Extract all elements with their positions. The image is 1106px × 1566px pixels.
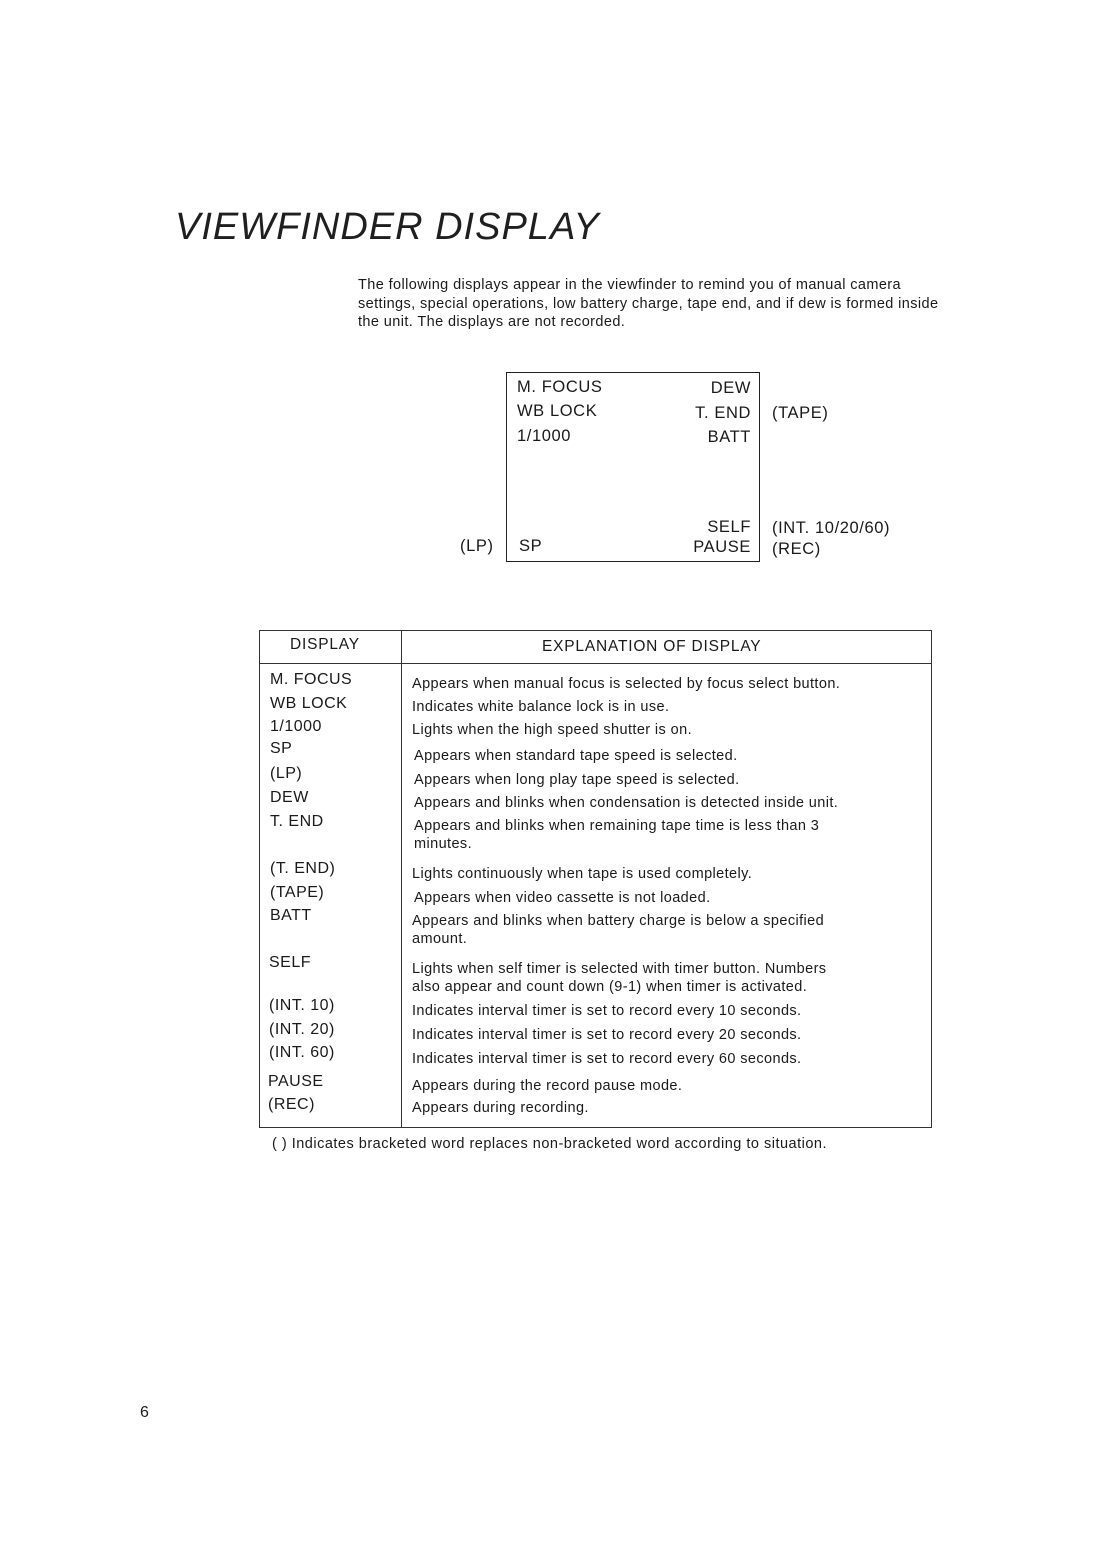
table-row-explanation: Indicates interval timer is set to record every 60 seconds.: [412, 1051, 802, 1067]
vf-rec: (REC): [772, 540, 821, 558]
table-row-explanation: Lights when the high speed shutter is on.: [412, 722, 692, 738]
table-row-display: (INT. 60): [269, 1044, 335, 1061]
table-row-display: (LP): [270, 765, 303, 782]
table-row-display: PAUSE: [268, 1073, 324, 1090]
table-row-display: SP: [270, 740, 293, 757]
table-row-explanation: Appears and blinks when remaining tape time is less than 3 minutes.: [414, 818, 820, 852]
table-row-display: BATT: [270, 907, 312, 924]
vf-int: (INT. 10/20/60): [772, 519, 891, 537]
page-number: 6: [140, 1404, 149, 1421]
intro-paragraph: [358, 276, 1038, 332]
intro-line: the unit. The displays are not recorded.: [358, 314, 626, 330]
intro-line: settings, special operations, low battery charge, tape end, and if dew is formed inside: [358, 295, 939, 312]
table-row-explanation: Appears and blinks when condensation is detected inside unit.: [414, 795, 839, 811]
table-row-display: WB LOCK: [270, 695, 348, 712]
table-row-explanation: Indicates interval timer is set to record every 20 seconds.: [412, 1027, 802, 1043]
vf-self: SELF: [707, 518, 751, 536]
table-row-display: (TAPE): [270, 884, 325, 901]
table-row-display: (INT. 20): [269, 1021, 335, 1038]
table-row-explanation: Appears when long play tape speed is selected.: [414, 772, 740, 788]
intro-line: The following displays appear in the viewfinder to remind you of manual camera: [358, 277, 901, 293]
vf-shutter: 1/1000: [517, 427, 572, 445]
table-row-display: (INT. 10): [269, 997, 335, 1014]
table-row-explanation: Indicates white balance lock is in use.: [412, 699, 670, 715]
table-row-explanation: Indicates interval timer is set to record every 10 seconds.: [412, 1003, 802, 1019]
vf-tend: T. END: [695, 404, 751, 422]
vf-batt: BATT: [707, 428, 751, 446]
vf-tape: (TAPE): [772, 404, 829, 422]
table-row-explanation: Appears and blinks when battery charge is below a specified amount.: [412, 913, 825, 947]
table-row-display: 1/1000: [270, 718, 322, 735]
display-table: [259, 630, 932, 1128]
table-row-explanation: Lights continuously when tape is used completely.: [412, 866, 753, 882]
table-row-display: DEW: [270, 789, 309, 806]
table-row-display: SELF: [269, 954, 312, 971]
vf-pause: PAUSE: [693, 538, 751, 556]
table-row-explanation: Appears during recording.: [412, 1100, 589, 1116]
table-column-divider: [401, 631, 402, 1127]
vf-sp: SP: [519, 537, 543, 555]
vf-mfocus: M. FOCUS: [517, 378, 603, 396]
table-row-explanation: Appears when video cassette is not loaded.: [414, 890, 711, 906]
table-footnote: ( ) Indicates bracketed word replaces non-bracketed word according to situation.: [272, 1136, 828, 1152]
table-row-display: M. FOCUS: [270, 671, 353, 688]
table-row-display: (REC): [268, 1096, 315, 1113]
vf-dew: DEW: [710, 379, 751, 397]
table-header-divider: [260, 663, 931, 664]
table-row-display: T. END: [270, 813, 324, 830]
table-header-display: DISPLAY: [290, 636, 360, 653]
table-header-explanation: EXPLANATION OF DISPLAY: [542, 638, 762, 655]
table-row-explanation: Appears when manual focus is selected by focus select button.: [412, 676, 841, 692]
table-row-display: (T. END): [270, 860, 336, 877]
page-title: VIEWFINDER DISPLAY: [175, 206, 600, 248]
table-row-explanation: Lights when self timer is selected with timer button. Numbers also appear and count down (9-1) when timer is activated.: [412, 961, 827, 995]
vf-wblock: WB LOCK: [517, 402, 598, 420]
table-row-explanation: Appears during the record pause mode.: [412, 1078, 683, 1094]
vf-lp: (LP): [460, 537, 494, 555]
table-row-explanation: Appears when standard tape speed is selected.: [414, 748, 738, 764]
